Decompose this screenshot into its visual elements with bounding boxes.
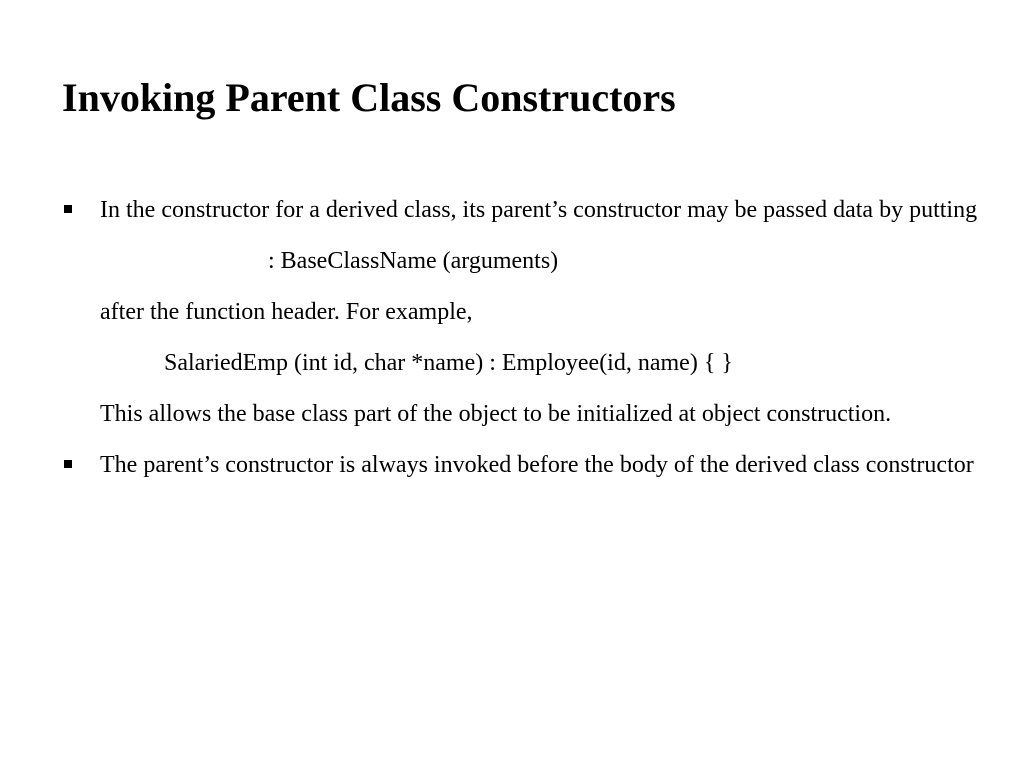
square-bullet-icon [64,460,72,468]
bullet-text-2: The parent’s constructor is always invoked before the body of the derived class constructor [100,452,974,478]
bullet-item-1 [0,188,980,232]
slide-title: Invoking Parent Class Constructors [62,75,676,120]
slide-body [0,188,1024,487]
code-syntax: : BaseClassName (arguments) [268,248,559,274]
bullet-item-2 [0,443,980,487]
paragraph-after-header: after the function header. For example, [100,299,473,325]
bullet-text-1: In the constructor for a derived class, its parent’s constructor may be passed data by putting [100,197,978,223]
square-bullet-icon [64,205,72,213]
code-example: SalariedEmp (int id, char *name) : Employee(id, name) { } [164,350,733,376]
paragraph-explanation: This allows the base class part of the object to be initialized at object construction. [100,401,892,427]
